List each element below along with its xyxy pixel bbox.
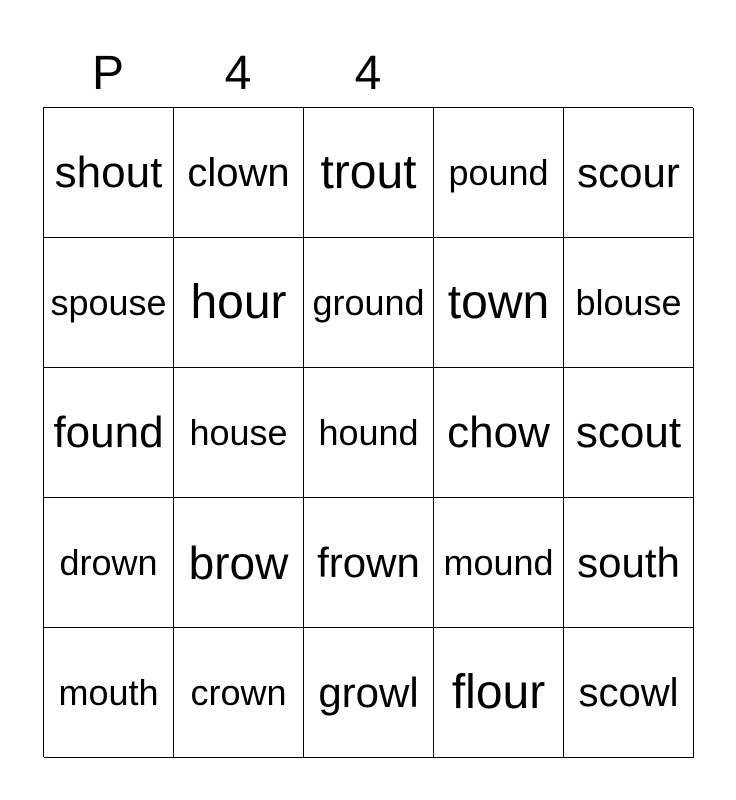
bingo-cell[interactable]: shout xyxy=(44,108,174,238)
bingo-cell[interactable]: trout xyxy=(304,108,434,238)
bingo-cell[interactable]: flour xyxy=(434,628,564,758)
bingo-cell[interactable]: blouse xyxy=(564,238,694,368)
bingo-cell[interactable]: mouth xyxy=(44,628,174,758)
bingo-cell[interactable]: south xyxy=(564,498,694,628)
bingo-cell[interactable]: frown xyxy=(304,498,434,628)
bingo-cell[interactable]: scour xyxy=(564,108,694,238)
bingo-cell[interactable]: crown xyxy=(174,628,304,758)
bingo-cell[interactable]: chow xyxy=(434,368,564,498)
bingo-cell[interactable]: hour xyxy=(174,238,304,368)
bingo-cell[interactable]: house xyxy=(174,368,304,498)
bingo-cell[interactable]: scowl xyxy=(564,628,694,758)
bingo-cell[interactable]: mound xyxy=(434,498,564,628)
bingo-cell[interactable]: growl xyxy=(304,628,434,758)
bingo-cell[interactable]: scout xyxy=(564,368,694,498)
header-letter-1: P xyxy=(91,47,124,100)
bingo-cell[interactable]: spouse xyxy=(44,238,174,368)
bingo-cell[interactable]: brow xyxy=(174,498,304,628)
bingo-cell[interactable]: town xyxy=(434,238,564,368)
header-letter-2: 4 xyxy=(224,47,252,100)
bingo-cell[interactable]: ground xyxy=(304,238,434,368)
bingo-grid xyxy=(43,107,693,757)
card-header xyxy=(43,44,693,104)
header-letter-3: 4 xyxy=(354,47,382,100)
bingo-cell[interactable]: drown xyxy=(44,498,174,628)
header-letter-5 xyxy=(563,44,693,104)
bingo-cell[interactable]: found xyxy=(44,368,174,498)
bingo-cell[interactable]: hound xyxy=(304,368,434,498)
bingo-cell[interactable]: pound xyxy=(434,108,564,238)
bingo-cell[interactable]: clown xyxy=(174,108,304,238)
header-letter-4 xyxy=(433,44,563,104)
